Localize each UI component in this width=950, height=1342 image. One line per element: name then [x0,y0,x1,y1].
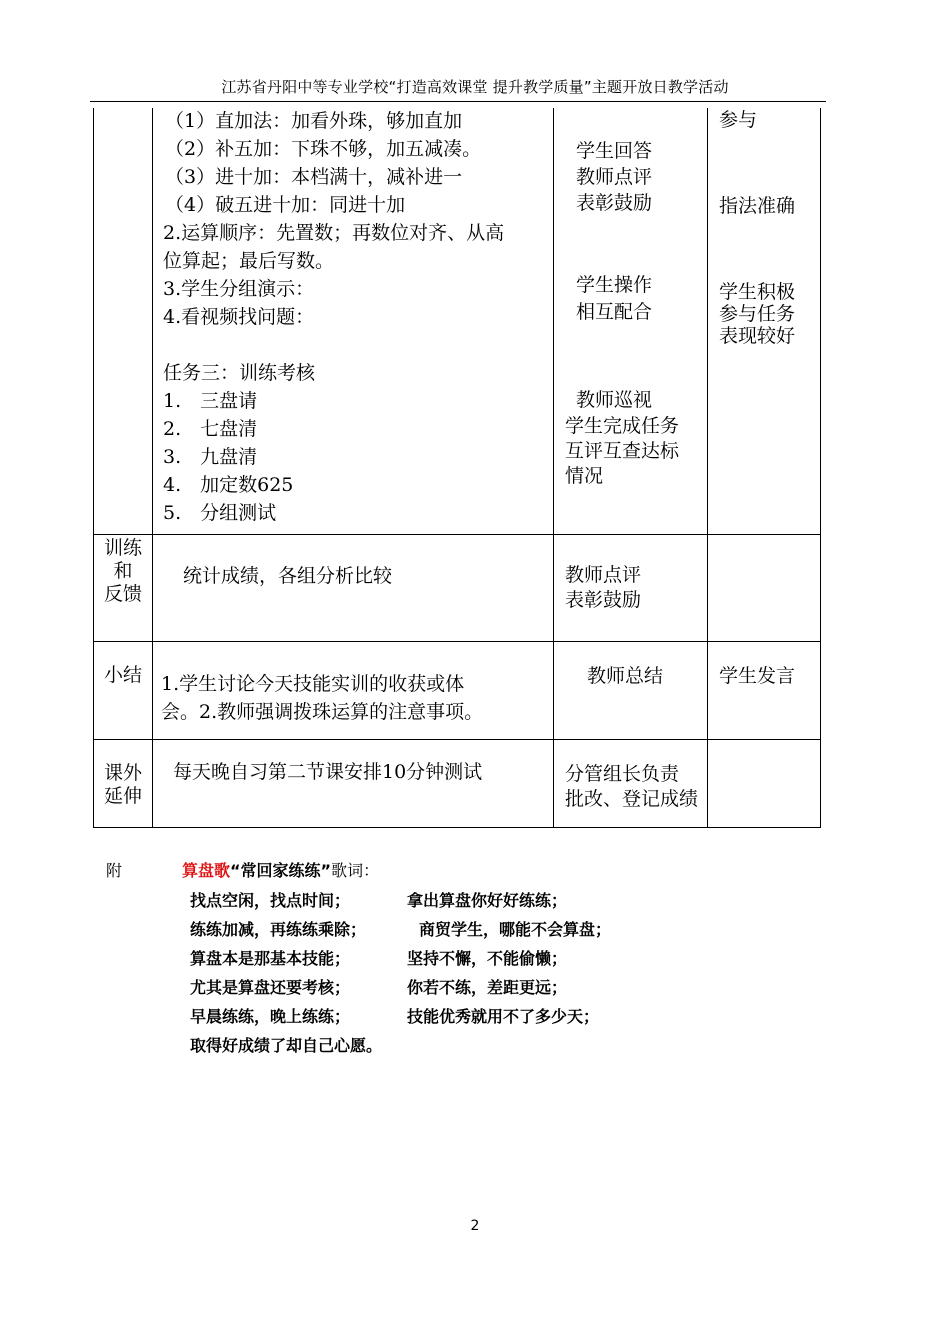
content-line: （1）直加法：加看外珠，够加直加 [165,110,463,132]
evaluation-text: 表现较好 [719,325,796,347]
activity-text: 学生操作 [576,274,653,296]
activity-text: 情况 [565,465,604,487]
activity-cell [554,108,708,534]
evaluation-text: 学生积极 [719,281,796,303]
content-line: 4.看视频找问题： [163,306,315,328]
evaluation-text: 指法准确 [719,195,796,217]
stage-label-cell [94,534,153,641]
content-line: 3.学生分组演示： [163,278,315,300]
activity-text: 互评互查达标 [565,440,680,462]
lyric-left: 练练加减，再练练乘除； [190,920,367,939]
lyric-right: 拿出算盘你好好练练； [407,891,568,910]
lesson-table [93,108,821,828]
activity-text: 教师点评 [576,166,653,188]
lyric-left: 取得好成绩了却自己心愿。 [190,1036,383,1055]
page-number: 2 [470,1218,480,1234]
stage-label-cell [94,641,153,739]
activity-text: 教师点评 [565,563,642,586]
song-title-red: 算盘歌 [182,861,231,880]
activity-cell [554,739,708,827]
content-line: 统计成绩，各组分析比较 [183,564,393,587]
content-line: 3. 九盘清 [163,446,258,468]
table-row [94,534,821,641]
evaluation-cell [708,534,821,641]
stage-cell [94,108,153,534]
stage-label-cell [94,739,153,827]
content-line: 每天晚自习第二节课安排10分钟测试 [173,760,483,783]
stage-label: 延伸 [103,784,142,807]
lyric-left: 早晨练练，晚上练练； [190,1007,351,1026]
stage-label: 课外 [103,761,142,784]
activity-cell [554,534,708,641]
evaluation-cell [708,739,821,827]
content-line: 5. 分组测试 [163,502,277,524]
song-title-suffix: 歌词： [331,861,380,880]
lyric-left: 算盘本是那基本技能； [190,949,351,968]
content-line [163,331,553,359]
content-line: 位算起；最后写数。 [163,250,335,272]
stage-label: 训练 [103,536,142,559]
content-cell [153,108,554,534]
song-title-quote: “常回家练练” [230,861,332,880]
evaluation-text: 学生发言 [719,664,796,687]
activity-text: 学生完成任务 [565,415,680,437]
lyric-left: 尤其是算盘还要考核； [190,978,351,997]
page-header: 江苏省丹阳中等专业学校“打造高效课堂 提升教学质量”主题开放日教学活动 [221,78,729,96]
content-line: （3）进十加：本档满十，减补进一 [165,166,463,188]
activity-text: 学生回答 [576,140,653,162]
table-row [94,108,821,534]
stage-label: 和 [113,559,133,582]
evaluation-text: 参与 [719,109,758,131]
activity-text: 教师巡视 [576,389,653,411]
content-cell [153,739,554,827]
activity-text: 相互配合 [576,301,653,323]
content-line: 2. 七盘清 [163,418,258,440]
stage-label: 反馈 [103,582,142,605]
content-line: 1.学生讨论今天技能实训的收获或体 [161,672,465,695]
table-row [94,641,821,739]
evaluation-text: 参与任务 [719,303,796,325]
evaluation-cell [708,108,821,534]
activity-text: 批改、登记成绩 [565,787,699,810]
content-cell [153,534,554,641]
activity-text: 教师总结 [587,664,664,687]
lyric-right: 坚持不懈，不能偷懒； [407,949,568,968]
lyric-left: 找点空闲，找点时间； [190,891,351,910]
lyric-right: 商贸学生，哪能不会算盘； [419,920,612,939]
content-cell [153,641,554,739]
activity-text: 分管组长负责 [565,762,680,785]
song-title [182,858,379,881]
activity-text: 表彰鼓励 [565,588,642,611]
evaluation-cell [708,641,821,739]
content-line: （4）破五进十加：同进十加 [165,194,406,216]
activity-text: 表彰鼓励 [576,192,653,214]
content-line: 任务三：训练考核 [163,362,316,384]
content-line: （2）补五加：下珠不够，加五减凑。 [165,138,482,160]
content-line: 1. 三盘请 [163,390,258,412]
content-line: 4. 加定数625 [163,474,294,496]
table-row [94,739,821,827]
content-line: 2.运算顺序：先置数；再数位对齐、从高 [163,222,505,244]
appendix-label: 附 [106,861,123,880]
stage-label: 小结 [103,663,142,686]
header-rule [90,101,826,102]
activity-cell [554,641,708,739]
lyric-right: 技能优秀就用不了多少天； [407,1007,600,1026]
content-line: 会。2.教师强调拨珠运算的注意事项。 [161,700,484,723]
lyric-right: 你若不练，差距更远； [407,978,568,997]
